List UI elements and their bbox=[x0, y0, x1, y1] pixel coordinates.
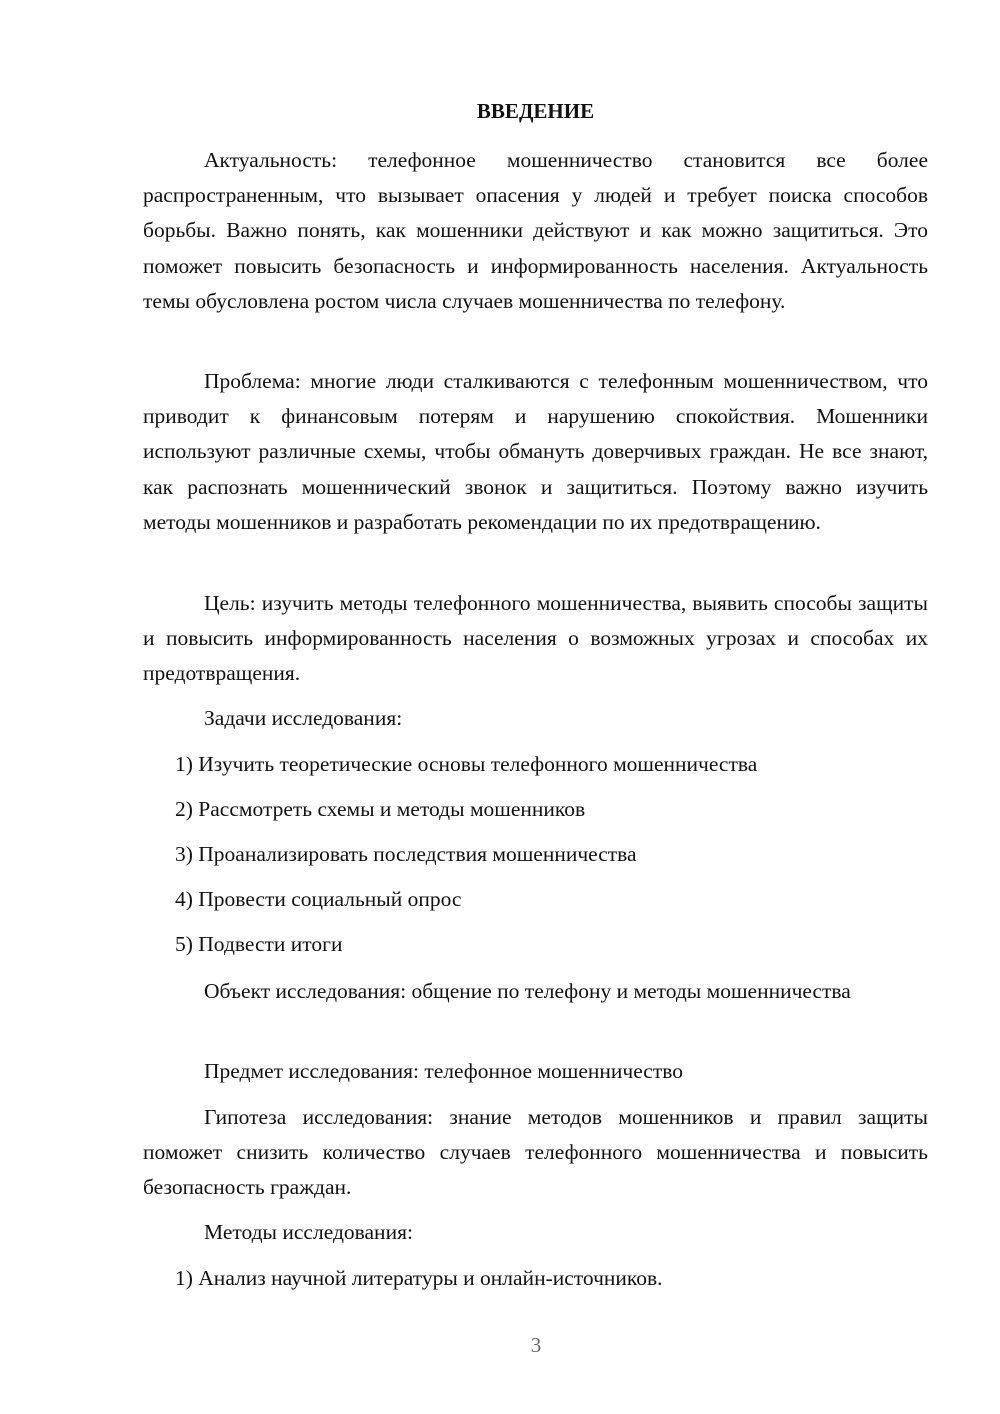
page-number: 3 bbox=[530, 1333, 542, 1357]
paragraph-goal: Цель: изучить методы телефонного мошенничества, выявить способы защиты и повысить информированность населения о возможных угрозах и способах их предотвращения. bbox=[143, 591, 928, 686]
task-item-1: 1) Изучить теоретические основы телефонного мошенничества bbox=[175, 752, 758, 776]
task-item-3: 3) Проанализировать последствия мошенничества bbox=[175, 842, 637, 866]
paragraph-subject: Предмет исследования: телефонное мошенничество bbox=[204, 1059, 683, 1083]
methods-heading: Методы исследования: bbox=[204, 1220, 413, 1244]
paragraph-object: Объект исследования: общение по телефону и методы мошенничества bbox=[204, 979, 851, 1003]
paragraph-problem: Проблема: многие люди сталкиваются с телефонным мошенничеством, что приводит к финансовым потерям и нарушению спокойствия. Мошенники используют различные схемы, чтобы обмануть доверчивых граждан. Не все знают, как распознать мошеннический звонок и защититься. Поэтому важно изучить методы мошенников и разработать рекомендации по их предотвращению. bbox=[143, 369, 928, 534]
task-item-2: 2) Рассмотреть схемы и методы мошенников bbox=[175, 797, 586, 821]
page-title: ВВЕДЕНИЕ bbox=[476, 99, 595, 123]
paragraph-relevance: Актуальность: телефонное мошенничество становится все более распространенным, что вызывает опасения у людей и требует поиска способов борьбы. Важно понять, как мошенники действуют и как можно защититься. Это поможет повысить безопасность и информированность населения. Актуальность темы обусловлена ростом числа случаев мошенничества по телефону. bbox=[143, 148, 928, 313]
method-item-1: 1) Анализ научной литературы и онлайн-источников. bbox=[175, 1266, 663, 1290]
tasks-heading: Задачи исследования: bbox=[204, 706, 403, 730]
task-item-5: 5) Подвести итоги bbox=[175, 932, 343, 956]
task-item-4: 4) Провести социальный опрос bbox=[175, 887, 462, 911]
paragraph-hypothesis: Гипотеза исследования: знание методов мошенников и правил защиты поможет снизить количество случаев телефонного мошенничества и повысить безопасность граждан. bbox=[143, 1105, 928, 1200]
